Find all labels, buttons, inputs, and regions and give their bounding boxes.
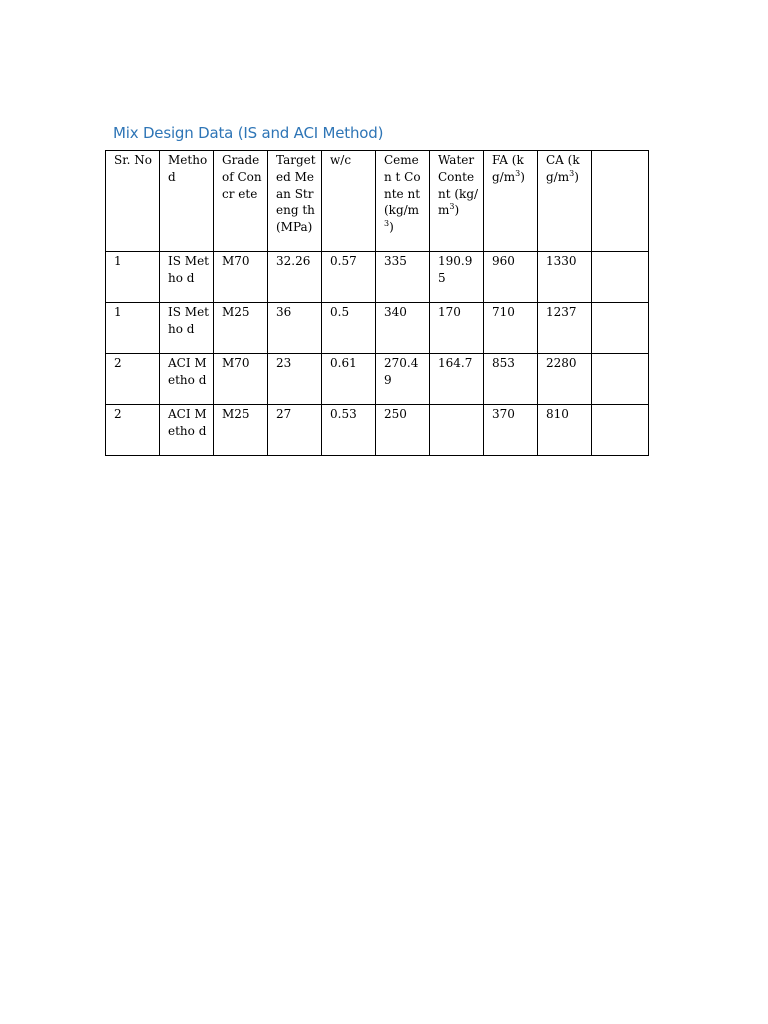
column-header-text: Cemen t Conte nt (kg/m (384, 153, 421, 218)
cell-cement: 340 (376, 303, 430, 354)
cell-wc: 0.57 (322, 252, 376, 303)
unit-close-paren: ) (520, 169, 525, 184)
cell-fa: 710 (484, 303, 538, 354)
cell-blank (592, 354, 649, 405)
table-body (106, 151, 649, 456)
column-header-text: CA (kg/m (546, 153, 580, 184)
column-header-text: w/c (330, 153, 352, 167)
unit-close-paren: ) (454, 203, 460, 218)
column-header-text: Water Conte nt (kg/m (438, 153, 479, 218)
cell-ca: 1330 (538, 252, 592, 303)
cell-blank (592, 252, 649, 303)
table-header-row (106, 151, 649, 252)
cell-ca: 2280 (538, 354, 592, 405)
cell-target-strength: 23 (268, 354, 322, 405)
cell-cement: 335 (376, 252, 430, 303)
page-title: Mix Design Data (IS and ACI Method) (113, 124, 384, 142)
column-header-text: Metho d (168, 153, 208, 184)
unit-superscript: 3 (515, 168, 521, 178)
column-header-sr-no (106, 151, 160, 252)
cell-grade: M70 (214, 252, 268, 303)
cell-blank (592, 405, 649, 456)
cell-cement: 250 (376, 405, 430, 456)
column-header-text: Grade of Concr ete (222, 153, 262, 201)
cell-sr-no: 1 (106, 252, 160, 303)
column-header-ca (538, 151, 592, 252)
cell-blank (592, 303, 649, 354)
cell-method: ACI Metho d (160, 405, 214, 456)
cell-wc: 0.61 (322, 354, 376, 405)
column-header-fa (484, 151, 538, 252)
cell-fa: 960 (484, 252, 538, 303)
cell-ca: 1237 (538, 303, 592, 354)
cell-method: IS Metho d (160, 252, 214, 303)
unit-superscript: 3 (384, 219, 390, 229)
column-header-text: FA (kg/m (492, 153, 524, 184)
cell-sr-no: 2 (106, 405, 160, 456)
column-header-water (430, 151, 484, 252)
table-row (106, 405, 649, 456)
column-header-blank (592, 151, 649, 252)
cell-water (430, 405, 484, 456)
column-header-text: Sr. No (114, 153, 152, 167)
unit-superscript: 3 (569, 168, 575, 178)
column-header-grade (214, 151, 268, 252)
cell-water: 190.9 5 (430, 252, 484, 303)
cell-target-strength: 27 (268, 405, 322, 456)
unit-close-paren: ) (389, 220, 394, 235)
cell-ca: 810 (538, 405, 592, 456)
cell-method: ACI Metho d (160, 354, 214, 405)
column-header-method (160, 151, 214, 252)
cell-cement: 270.4 9 (376, 354, 430, 405)
cell-target-strength: 36 (268, 303, 322, 354)
cell-water: 170 (430, 303, 484, 354)
cell-wc: 0.5 (322, 303, 376, 354)
cell-target-strength: 32.26 (268, 252, 322, 303)
cell-fa: 370 (484, 405, 538, 456)
cell-wc: 0.53 (322, 405, 376, 456)
column-header-target-strength (268, 151, 322, 252)
unit-superscript: 3 (449, 202, 455, 212)
column-header-text: Target ed Mean Streng th (MPa) (276, 153, 316, 235)
cell-fa: 853 (484, 354, 538, 405)
cell-sr-no: 1 (106, 303, 160, 354)
column-header-cement (376, 151, 430, 252)
cell-method: IS Metho d (160, 303, 214, 354)
cell-grade: M70 (214, 354, 268, 405)
cell-sr-no: 2 (106, 354, 160, 405)
column-header-wc (322, 151, 376, 252)
table-row (106, 303, 649, 354)
cell-grade: M25 (214, 303, 268, 354)
table-row (106, 354, 649, 405)
mix-design-table (105, 150, 649, 456)
unit-close-paren: ) (574, 169, 579, 184)
cell-water: 164.7 (430, 354, 484, 405)
table-row (106, 252, 649, 303)
cell-grade: M25 (214, 405, 268, 456)
